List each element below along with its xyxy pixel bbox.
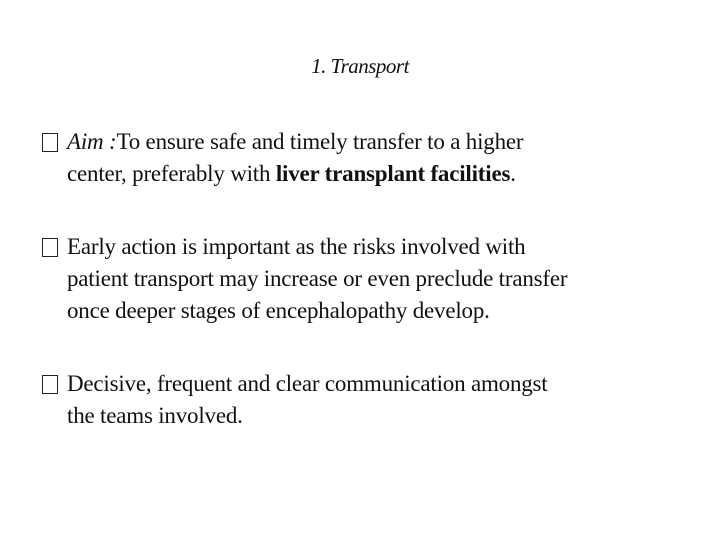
aim-text-prefix: center, preferably with [67, 161, 276, 186]
bullet-list [42, 126, 682, 432]
aim-text: To ensure safe and timely transfer to a higher [116, 129, 524, 154]
aim-text-suffix: . [510, 161, 516, 186]
bullet-aim [42, 126, 682, 190]
bullet-box-icon [42, 238, 58, 257]
bullet-early-action [42, 231, 682, 327]
bullet-early-action-line-3: once deeper stages of encephalopathy develop. [67, 298, 490, 323]
slide-title: 1. Transport [311, 54, 409, 78]
aim-label: Aim : [67, 129, 117, 154]
bullet-aim-line-2 [67, 158, 682, 190]
bullet-early-action-line-1: Early action is important as the risks involved with [67, 234, 526, 259]
bullet-communication [42, 368, 682, 432]
bullet-early-action-line-2: patient transport may increase or even preclude transfer [67, 266, 568, 291]
bullet-box-icon [42, 375, 58, 394]
bullet-aim-line-1 [67, 126, 682, 158]
bullet-communication-line-2: the teams involved. [67, 403, 243, 428]
bullet-box-icon [42, 133, 58, 152]
aim-highlight: liver transplant facilities [275, 161, 511, 186]
bullet-communication-line-1: Decisive, frequent and clear communication amongst [67, 371, 548, 396]
